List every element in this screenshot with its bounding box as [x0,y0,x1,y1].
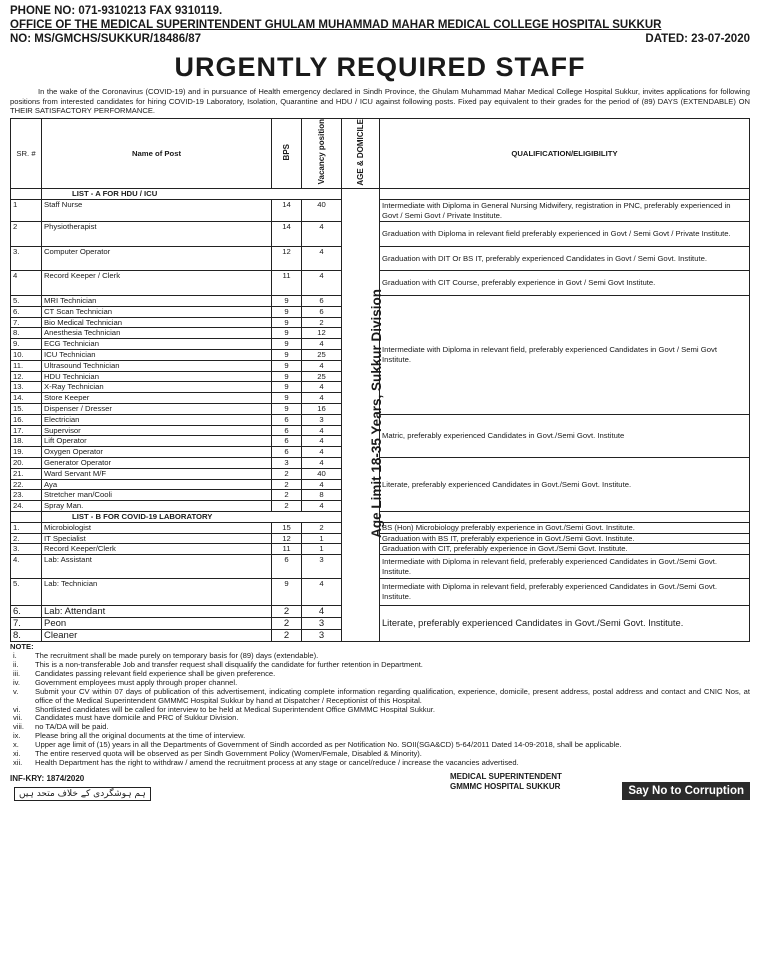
note-item: vii. Candidates must have domicile and PRC of Sukkur Division. [13,713,239,723]
table-row: 5. Lab: Technician 9 4 Intermediate with Diploma in relevant field, preferably experienced Candidates in Govt./Semi Govt. Institute. [11,579,750,606]
table-row: 11. Ultrasound Technician 9 4 [11,360,750,371]
qualification-cell: Intermediate with Diploma in relevant field, preferably experienced Candidates in Govt / Semi Govt Institute. [380,296,750,415]
table-row: 24. Spray Man. 2 4 [11,501,750,512]
table-row: 9. ECG Technician 9 4 [11,339,750,350]
qualification-cell: BS (Hon) Microbiology preferably experience in Govt./Semi Govt. Institute. [380,522,750,533]
list-b-heading: LIST - B FOR COVID-19 LABORATORY [11,511,750,522]
table-row: 7. Bio Medical Technician 9 2 [11,317,750,328]
intro-paragraph: In the wake of the Coronavirus (COVID-19) and in pursuance of Health emergency declared in Sindh Province, the Ghulam Muhammad Mahar Medical College Hospital Sukkur, invites applications for following positions from interested candidates for hiring COVID-19 Laboratory, Isolation, Quarantine and HDU / ICU against following posts. Fixed pay equivalent to their grades for the period of (89) DAYS (EXTENDABLE) ON THEIR SATISFACTORY PERFORMANCE. [10,87,750,116]
header-age: AGE & DOMICILE [342,118,380,188]
qualification-cell: Intermediate with Diploma in relevant field, preferably experienced Candidates in Govt./Semi Govt. Institute. [380,555,750,579]
posts-table [10,118,750,642]
note-item: xii. Health Department has the right to withdraw / amend the recruitment process at any stage or cancel/reduce / increase the vacancies advertised. [13,757,519,767]
table-row: 2. IT Specialist 12 1 Graduation with BS IT, preferably experience in Govt./Semi Govt. Institute. [11,533,750,544]
header-qualification: QUALIFICATION/ELIGIBILITY [380,118,750,188]
page-title: URGENTLY REQUIRED STAFF [174,52,586,82]
table-row: 12. HDU Technician 9 25 [11,371,750,382]
table-row: 2 Physiotherapist 14 4 Graduation with Diploma in relevant field preferably experienced in Govt / Semi Govt / Private Institute. [11,222,750,247]
notes-section [10,643,750,768]
anti-corruption-slogan: Say No to Corruption [622,782,750,800]
table-row: 13. X-Ray Technician 9 4 [11,382,750,393]
table-row: 20. Generator Operator 3 4 Literate, preferably experienced Candidates in Govt./Semi Govt. Institute. [11,458,750,469]
signatory-office: GMMMC HOSPITAL SUKKUR [450,781,561,791]
phone-line: PHONE NO: 071-9310213 FAX 9310119. [10,5,223,17]
qualification-cell: Graduation with BS IT, preferably experience in Govt./Semi Govt. Institute. [380,533,750,544]
table-row: 7. Peon 2 3 [11,618,750,630]
qualification-cell: Intermediate with Diploma in General Nursing Midwifery, registration in PNC, preferably experienced in Govt / Semi Govt / Private Institute. [380,200,750,222]
qualification-cell: Matric, preferably experienced Candidates in Govt./Semi Govt. Institute [380,414,750,457]
table-row: 4 Record Keeper / Clerk 11 4 Graduation with CIT Course, preferably experience in Govt / Semi Govt Institute. [11,271,750,296]
note-item: viii. no TA/DA will be paid. [13,722,109,732]
table-row: 6. Lab: Attendant 2 4 Literate, preferably experienced Candidates in Govt./Semi Govt. Institute. [11,606,750,618]
signatory-title: MEDICAL SUPERINTENDENT [450,771,562,781]
table-row: 3. Computer Operator 12 4 Graduation with DIT Or BS IT, preferably experienced Candidates in Govt / Semi Govt. Institute. [11,247,750,271]
signature-block [450,772,562,792]
table-row: 6. CT Scan Technician 9 6 [11,306,750,317]
table-row: 21. Ward Servant M/F 2 40 [11,468,750,479]
qualification-cell: Graduation with Diploma in relevant field preferably experienced in Govt / Semi Govt / Private Institute. [380,222,750,247]
reference-line [10,32,750,46]
list-a-heading: LIST - A FOR HDU / ICU Age Limit 18-35 Years, Sukkur Division [11,189,750,200]
table-row: 1. Microbiologist 15 2 BS (Hon) Microbiology preferably experience in Govt./Semi Govt. Institute. [11,522,750,533]
table-row: 8. Cleaner 2 3 [11,630,750,642]
note-item: iv. Government employees must apply through proper channel. [13,677,238,687]
note-item: vi. Shortlisted candidates will be called for interview to be held at Medical Superintendent Office GMMMC Hospital Sukkur. [13,704,435,714]
header-vacancy: Vacancy position [302,118,342,188]
office-line: OFFICE OF THE MEDICAL SUPERINTENDENT GHULAM MUHAMMAD MAHAR MEDICAL COLLEGE HOSPITAL SUKKUR [10,19,662,31]
qualification-cell: Intermediate with Diploma in relevant field, preferably experienced Candidates in Govt./Semi Govt. Institute. [380,579,750,606]
qualification-cell: Graduation with CIT Course, preferably experience in Govt / Semi Govt Institute. [380,271,750,296]
table-row: 3. Record Keeper/Clerk 11 1 Graduation with CIT, preferably experience in Govt./Semi Govt. Institute. [11,544,750,555]
table-row: 1 Staff Nurse 14 40 Intermediate with Diploma in General Nursing Midwifery, registration in PNC, preferably experienced in Govt / Semi Govt / Private Institute. [11,200,750,222]
qualification-cell: Graduation with CIT, preferably experience in Govt./Semi Govt. Institute. [380,544,750,555]
age-domicile-cell: Age Limit 18-35 Years, Sukkur Division [342,189,380,642]
note-item: iii. Candidates passing relevant field experience shall be given preference. [13,668,276,678]
header-post: Name of Post [42,118,272,188]
table-row: 22. Aya 2 4 [11,479,750,490]
table-row: 16. Electrician 6 3 Matric, preferably experienced Candidates in Govt./Semi Govt. Institute [11,414,750,425]
note-item: xi. The entire reserved quota will be observed as per Sindh Government Policy (Women/Female, Disabled & Minority). [13,749,422,759]
footer [10,770,750,810]
qualification-cell: Graduation with DIT Or BS IT, preferably experienced Candidates in Govt / Semi Govt. Institute. [380,247,750,271]
note-item: x. Upper age limit of (15) years in all the Departments of Government of Sindh accorded as per Notification No. SOII(SGA&CD) 5-64/2011 Dated 14-09-2018, shall be applicable. [13,740,622,750]
header-bps: BPS [272,118,302,188]
table-row: 18. Lift Operator 6 4 [11,436,750,447]
reference-number: NO: MS/GMCHS/SUKKUR/18486/87 [10,33,202,45]
note-item: v. Submit your CV within 07 days of publication of this advertisement, indicating complete information regarding qualification, experience, domicile, present address, postal address and contact and CNIC Nos, at office of the Medical Superintendent GMMMC Hospital Sukkur by hand at Dispatcher / Receptionist of this Hospital. [13,686,750,705]
table-row: 23. Stretcher man/Cooli 2 8 [11,490,750,501]
urdu-slogan: ہم ہوشگردی کے خلاف متحد ہیں [14,787,151,801]
qualification-cell: Literate, preferably experienced Candidates in Govt./Semi Govt. Institute. [380,606,750,642]
date: DATED: 23-07-2020 [645,33,750,45]
table-row: 10. ICU Technician 9 25 [11,350,750,361]
note-item: i. The recruitment shall be made purely on temporary basis for (89) days (extendable). [13,651,319,661]
note-item: ix. Please bring all the original documents at the time of interview. [13,731,246,741]
header-sr: SR. # [11,118,42,188]
table-row: 15. Dispenser / Dresser 9 16 [11,404,750,415]
notes-title: NOTE: [10,642,34,652]
qualification-cell: Literate, preferably experienced Candidates in Govt./Semi Govt. Institute. [380,458,750,512]
table-row: 19. Oxygen Operator 6 4 [11,447,750,458]
table-row: 4. Lab: Assistant 6 3 Intermediate with Diploma in relevant field, preferably experienced Candidates in Govt./Semi Govt. Institute. [11,555,750,579]
table-row: 14. Store Keeper 9 4 [11,393,750,404]
table-row: 5. MRI Technician 9 6 Intermediate with Diploma in relevant field, preferably experienced Candidates in Govt / Semi Govt Institute. [11,296,750,307]
table-row: 8. Anesthesia Technician 9 12 [11,328,750,339]
note-item: ii. This is a non-transferable Job and transfer request shall disqualify the candidate for further retention in Department. [13,659,423,669]
advertisement-page [10,0,750,810]
table-row: 17. Supervisor 6 4 [11,425,750,436]
inf-number: INF-KRY: 1874/2020 [10,773,85,783]
